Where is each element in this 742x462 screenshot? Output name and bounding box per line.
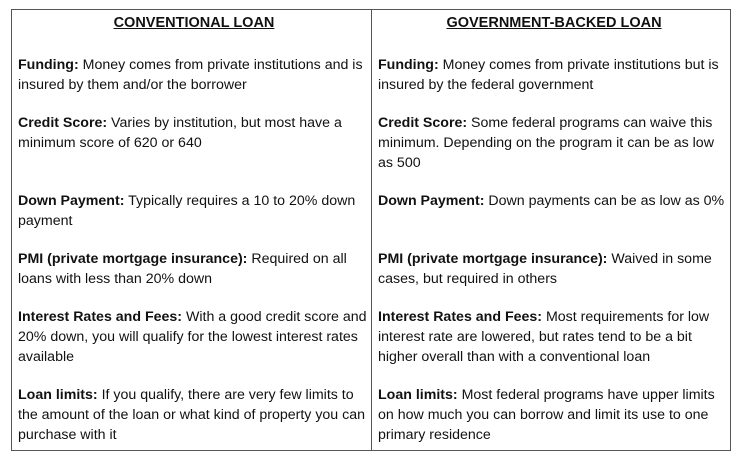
entry-label: Credit Score: [378,115,468,131]
entry-label: Funding: [18,57,79,73]
conventional-loan-title: CONVENTIONAL LOAN [113,15,275,31]
government-interest-rates [378,307,728,367]
entry-text: Money comes from private institutions but is insured by the federal government [378,57,719,93]
conventional-loan-limits [18,385,368,445]
entry-label: Loan limits: [378,387,458,403]
entry-label: Down Payment: [18,193,125,209]
government-funding [378,55,728,95]
conventional-down-payment [18,191,368,231]
column-divider [371,10,372,450]
government-down-payment [378,191,728,211]
entry-label: PMI (private mortgage insurance): [18,251,248,267]
conventional-pmi [18,249,368,289]
entry-label: Down Payment: [378,193,485,209]
entry-label: Credit Score: [18,115,108,131]
entry-label: Loan limits: [18,387,98,403]
entry-text: Required on all loans with less than 20% down [18,251,347,287]
entry-label: Funding: [378,57,439,73]
government-loan-limits [378,385,728,445]
comparison-table [11,9,731,451]
entry-text: With a good credit score and 20% down, you will qualify for the lowest interest rates available [18,309,367,365]
entry-text: Most federal programs have upper limits on how much you can borrow and limit its use to one primary residence [378,387,715,443]
entry-label: Interest Rates and Fees: [378,309,543,325]
entry-text: Most requirements for low interest rate are lowered, but rates tend to be a bit higher overall than with a conventional loan [378,309,710,365]
entry-text: If you qualify, there are very few limits to the amount of the loan or what kind of property you can purchase with it [18,387,366,443]
government-credit-score [378,113,728,173]
entry-text: Some federal programs can waive this minimum. Depending on the program it can be as low as 500 [378,115,714,171]
entry-text: Varies by institution, but most have a minimum score of 620 or 640 [18,115,342,151]
entry-text: Down payments can be as low as 0% [488,193,725,209]
conventional-funding [18,55,368,95]
entry-text: Typically requires a 10 to 20% down payment [18,193,356,229]
conventional-credit-score [18,113,368,153]
entry-text: Waived in some cases, but required in others [378,251,712,287]
conventional-interest-rates [18,307,368,367]
entry-label: PMI (private mortgage insurance): [378,251,608,267]
government-loan-title: GOVERNMENT-BACKED LOAN [446,15,662,31]
entry-text: Money comes from private institutions and is insured by them and/or the borrower [18,57,363,93]
entry-label: Interest Rates and Fees: [18,309,183,325]
government-pmi [378,249,728,289]
